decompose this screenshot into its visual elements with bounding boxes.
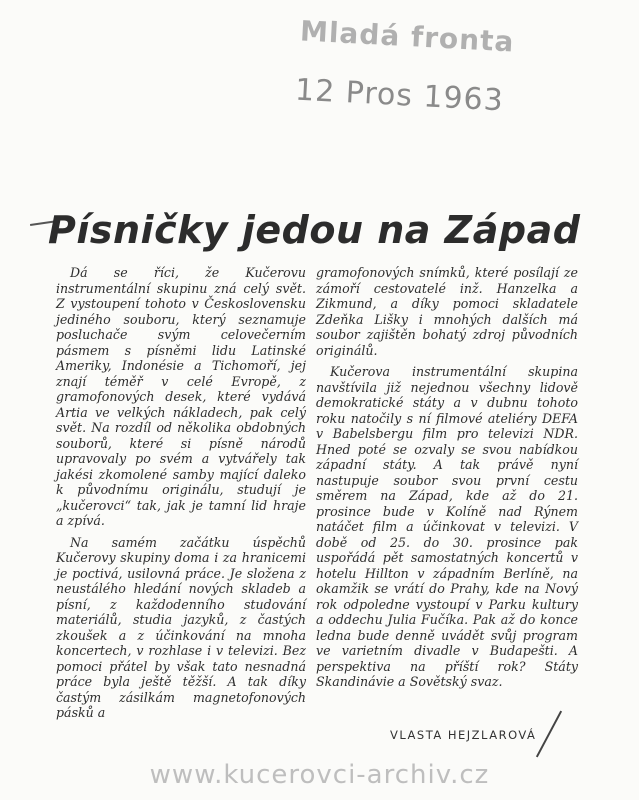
article-paragraph: Na samém začátku úspěchů Kučerovy skupiny doma i za hranicemi je poctivá, usilovná práce. Je složena z neustálého hledání nových skladeb a písní, z každodenního studování materiálů, studia jazyků, z častých zkoušek a z účinkování na mnoha koncertech, v rozhlase i v televizi. Bez pomoci přátel by však tato nesnadná práce byla ještě těžší. A tak díky častým zásilkám magnetofonových pásků a bbox=[56, 534, 306, 720]
article-column-left bbox=[56, 265, 306, 727]
article-paragraph: gramofonových snímků, které posílají ze zámoří cestovatelé inž. Hanzelka a Zikmund, a díky pomoci skladatele Zdeňka Lišky i mnohých dalších má soubor zajištěn bohatý zdroj původních originálů. bbox=[316, 265, 578, 358]
article-paragraph: Dá se říci, že Kučerovu instrumentální skupinu zná celý svět. Z vystoupení tohoto v Československu jediného souboru, který seznamuje posluchače svým celovečerním pásmem s písněmi lidu Latinské Ameriky, Indonésie a Tichomoří, jej znají téměř v celé Evropě, z gramofonových desek, které vydává Artia ve velkých nákladech, pak celý svět. Na rozdíl od několika obdobných souborů, které si písně národů upravovaly po svém a vytvářely tak jakési zkomolené samby mající daleko k původnímu originálu, studují je „kučerovci“ tak, jak je tamní lid hraje a zpívá. bbox=[56, 265, 306, 528]
article-paragraph: Kučerova instrumentální skupina navštívila již nejednou všechny lidově demokratické státy a v dubnu tohoto roku natočily s ní filmové ateliéry DEFA v Babelsbergu film pro televizi NDR. Hned poté se ozvaly se svou nabídkou západní státy. A tak právě nyní nastupuje soubor svou první cestu směrem na Západ, kde až do 21. prosince bude v Kolíně nad Rýnem natáčet film a účinkovat v televizi. V době od 25. do 30. prosince pak uspořádá pět samostatných koncertů v hotelu Hillton v západním Berlíně, na okamžik se vrátí do Prahy, kde na Nový rok odpoledne vystoupí v Parku kultury a oddechu Julia Fučíka. Pak až do konce ledna bude denně uvádět svůj program ve varietním divadle v Budapešti. A perspektiva na příští rok? Státy Skandinávie a Sovětský svaz. bbox=[316, 364, 578, 689]
archive-watermark: www.kucerovci-archiv.cz bbox=[149, 760, 490, 790]
column-edge-mark bbox=[536, 711, 562, 758]
date-stamp: 12 Pros 1963 bbox=[294, 72, 505, 119]
article-author: VLASTA HEJZLAROVÁ bbox=[390, 728, 537, 742]
article-headline: Písničky jedou na Západ bbox=[48, 208, 581, 252]
source-stamp: Mladá fronta bbox=[299, 14, 516, 59]
article-column-right bbox=[316, 265, 578, 696]
